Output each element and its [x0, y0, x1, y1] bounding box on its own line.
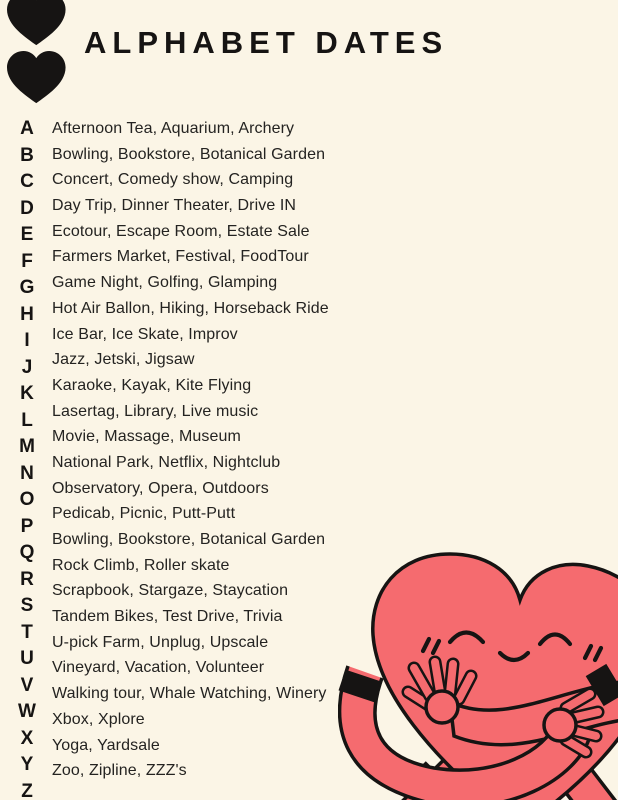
alphabet-letter: W — [18, 701, 36, 723]
alphabet-activities: Hot Air Ballon, Hiking, Horseback Ride — [52, 299, 329, 317]
alphabet-letter: F — [21, 250, 33, 272]
alphabet-activities: Lasertag, Library, Live music — [52, 402, 259, 420]
alphabet-letter: M — [19, 436, 35, 458]
alphabet-activities: Bowling, Bookstore, Botanical Garden — [52, 145, 326, 163]
alphabet-activities: Tandem Bikes, Test Drive, Trivia — [52, 608, 283, 626]
alphabet-activities: Game Night, Golfing, Glamping — [52, 274, 278, 292]
alphabet-letter: Z — [21, 780, 33, 800]
alphabet-activities: Vineyard, Vacation, Volunteer — [52, 659, 265, 677]
alphabet-letter: E — [20, 224, 34, 246]
alphabet-activities: Karaoke, Kayak, Kite Flying — [52, 376, 252, 394]
alphabet-letter: D — [20, 197, 34, 219]
alphabet-activities: Day Trip, Dinner Theater, Drive IN — [52, 197, 297, 215]
alphabet-letter: O — [19, 489, 35, 511]
alphabet-letter: K — [20, 383, 34, 405]
alphabet-activities: National Park, Netflix, Nightclub — [52, 453, 281, 471]
alphabet-activities: Movie, Massage, Museum — [52, 428, 241, 446]
page-title: ALPHABET DATES — [84, 25, 449, 60]
alphabet-activities: Xbox, Xplore — [52, 710, 145, 728]
alphabet-letter: B — [20, 144, 34, 166]
alphabet-activities: Zoo, Zipline, ZZZ's — [52, 762, 187, 780]
alphabet-letter: L — [21, 409, 33, 431]
alphabet-letter: J — [21, 356, 33, 378]
alphabet-letter: C — [20, 171, 34, 193]
alphabet-letter: T — [21, 621, 33, 643]
alphabet-activities: Scrapbook, Stargaze, Staycation — [52, 582, 289, 600]
alphabet-activities: U-pick Farm, Unplug, Upscale — [52, 633, 269, 651]
alphabet-activities: Bowling, Bookstore, Botanical Garden — [52, 531, 326, 549]
alphabet-activities: Jazz, Jetski, Jigsaw — [52, 351, 195, 369]
letters-column — [12, 116, 42, 800]
alphabet-activities: Walking tour, Whale Watching, Winery — [52, 685, 327, 703]
alphabet-activities: Ice Bar, Ice Skate, Improv — [52, 325, 238, 343]
activities-column — [52, 116, 329, 784]
alphabet-letter: N — [20, 462, 34, 484]
alphabet-letter: H — [20, 303, 34, 325]
alphabet-letter: Q — [19, 542, 35, 564]
two-black-hearts-icon — [5, 0, 67, 109]
alphabet-activities: Concert, Comedy show, Camping — [52, 171, 294, 189]
alphabet-letter: S — [20, 595, 34, 617]
alphabet-letter: R — [20, 568, 34, 590]
alphabet-letter: P — [20, 515, 34, 537]
alphabet-activities: Yoga, Yardsale — [52, 736, 160, 754]
alphabet-activities: Afternoon Tea, Aquarium, Archery — [52, 120, 295, 138]
alphabet-activities: Ecotour, Escape Room, Estate Sale — [52, 222, 310, 240]
alphabet-letter: X — [20, 727, 34, 749]
alphabet-letter: I — [24, 330, 30, 352]
alphabet-letter: U — [20, 648, 34, 670]
alphabet-activities: Pedicab, Picnic, Putt-Putt — [52, 505, 236, 523]
alphabet-activities: Observatory, Opera, Outdoors — [52, 479, 269, 497]
alphabet-activities: Farmers Market, Festival, FoodTour — [52, 248, 309, 266]
hugging-heart-mascot — [338, 530, 618, 800]
alphabet-letter: G — [19, 277, 35, 299]
alphabet-letter: Y — [20, 754, 34, 776]
alphabet-letter: A — [20, 118, 34, 140]
alphabet-letter: V — [20, 674, 34, 696]
alphabet-activities: Rock Climb, Roller skate — [52, 556, 230, 574]
